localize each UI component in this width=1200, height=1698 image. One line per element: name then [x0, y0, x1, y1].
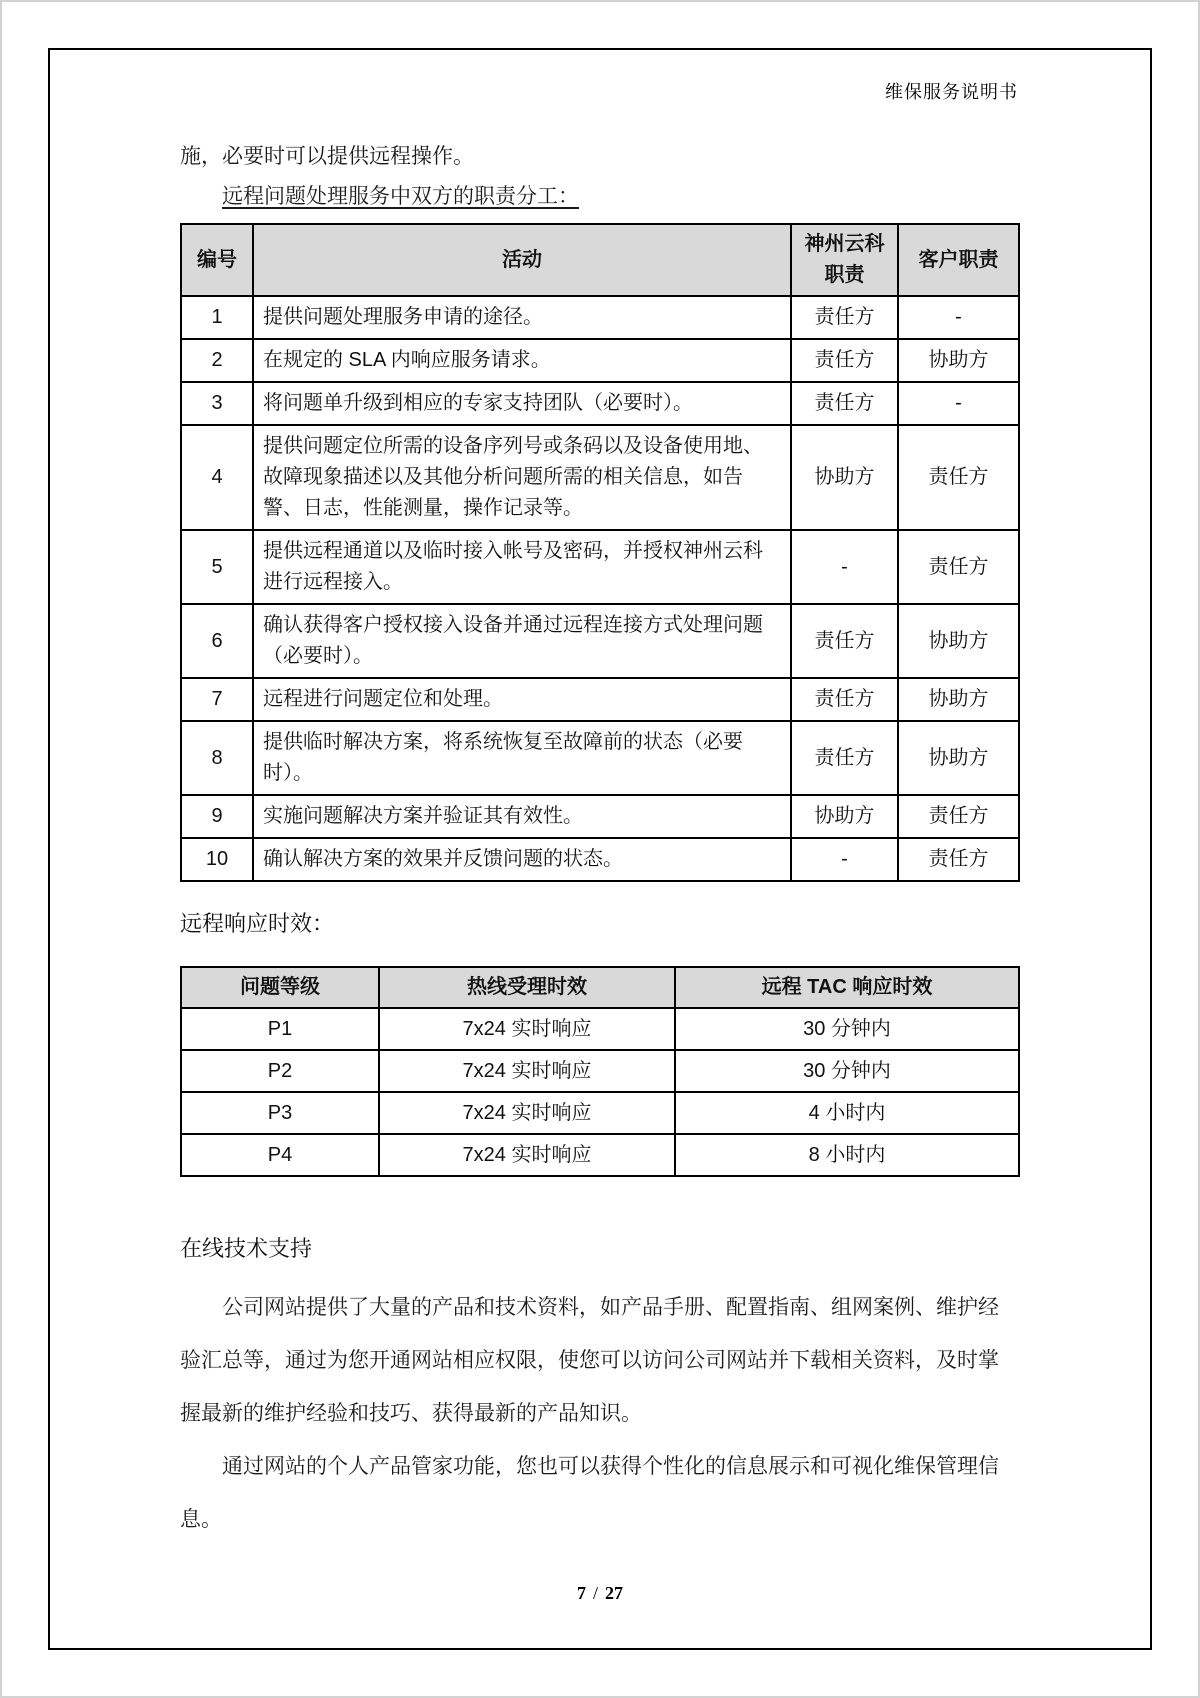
cell-vendor-role: -	[791, 838, 898, 881]
table-row	[181, 530, 1019, 604]
header-hotline-time: 热线受理时效	[379, 967, 675, 1008]
header-tac-time: 远程 TAC 响应时效	[675, 967, 1019, 1008]
table-row	[181, 382, 1019, 425]
cell-customer-role: 协助方	[898, 339, 1019, 382]
cell-seq: 10	[181, 838, 253, 881]
cell-tac: 30 分钟内	[675, 1050, 1019, 1092]
cell-customer-role: 责任方	[898, 530, 1019, 604]
doc-header-title: 维保服务说明书	[885, 82, 1018, 102]
cell-customer-role: 责任方	[898, 425, 1019, 530]
cell-tac: 30 分钟内	[675, 1008, 1019, 1050]
cell-level: P1	[181, 1008, 379, 1050]
cell-vendor-role: 责任方	[791, 382, 898, 425]
page-number-current: 7	[576, 1583, 586, 1603]
cell-activity: 确认解决方案的效果并反馈问题的状态。	[253, 838, 791, 881]
paragraph-line: 通过网站的个人产品管家功能，您也可以获得个性化的信息展示和可视化维保管理信	[222, 1455, 999, 1478]
table-row	[181, 721, 1019, 795]
cell-vendor-role: 责任方	[791, 678, 898, 721]
header-vendor-role: 神州云科职责	[791, 224, 898, 296]
table-row	[181, 678, 1019, 721]
remote-sla-heading: 远程响应时效：	[180, 911, 335, 936]
cell-level: P4	[181, 1134, 379, 1176]
table-row	[181, 838, 1019, 881]
cell-activity: 提供问题处理服务申请的途径。	[253, 296, 791, 339]
page-content	[180, 80, 1018, 1546]
cell-tac: 8 小时内	[675, 1134, 1019, 1176]
cell-customer-role: 责任方	[898, 795, 1019, 838]
table-row	[181, 1008, 1019, 1050]
cell-vendor-role: 协助方	[791, 425, 898, 530]
cell-seq: 5	[181, 530, 253, 604]
cell-seq: 8	[181, 721, 253, 795]
cell-vendor-role: 责任方	[791, 296, 898, 339]
page-number-separator: /	[592, 1583, 598, 1603]
header-activity: 活动	[253, 224, 791, 296]
cell-level: P3	[181, 1092, 379, 1134]
table-row	[181, 339, 1019, 382]
cell-seq: 7	[181, 678, 253, 721]
cell-activity: 远程进行问题定位和处理。	[253, 678, 791, 721]
cell-vendor-role: 责任方	[791, 604, 898, 678]
table-header-row	[181, 224, 1019, 296]
cell-customer-role: 协助方	[898, 604, 1019, 678]
table-header-row	[181, 967, 1019, 1008]
cell-seq: 1	[181, 296, 253, 339]
online-support-heading: 在线技术支持	[180, 1236, 313, 1261]
table-row	[181, 604, 1019, 678]
cell-activity: 确认获得客户授权接入设备并通过远程连接方式处理问题（必要时）。	[253, 604, 791, 678]
online-support-paragraph-2	[180, 1440, 1018, 1546]
table1-caption: 远程问题处理服务中双方的职责分工：	[222, 185, 579, 208]
header-seq: 编号	[181, 224, 253, 296]
paragraph-line: 验汇总等，通过为您开通网站相应权限，使您可以访问公司网站并下载相关资料，及时掌	[180, 1349, 999, 1372]
cell-customer-role: 协助方	[898, 721, 1019, 795]
paragraph-line: 公司网站提供了大量的产品和技术资料，如产品手册、配置指南、组网案例、维护经	[222, 1296, 999, 1319]
page-number-total: 27	[605, 1583, 623, 1603]
cell-activity: 在规定的 SLA 内响应服务请求。	[253, 339, 791, 382]
table-row	[181, 1050, 1019, 1092]
cell-hotline: 7x24 实时响应	[379, 1008, 675, 1050]
cell-vendor-role: -	[791, 530, 898, 604]
cell-activity: 提供问题定位所需的设备序列号或条码以及设备使用地、故障现象描述以及其他分析问题所需的相关信息，如告警、日志，性能测量，操作记录等。	[253, 425, 791, 530]
cell-hotline: 7x24 实时响应	[379, 1050, 675, 1092]
cell-vendor-role: 责任方	[791, 721, 898, 795]
cell-hotline: 7x24 实时响应	[379, 1092, 675, 1134]
table-row	[181, 1092, 1019, 1134]
responsibility-table	[180, 223, 1020, 882]
table-row	[181, 296, 1019, 339]
cell-activity: 实施问题解决方案并验证其有效性。	[253, 795, 791, 838]
cell-customer-role: 协助方	[898, 678, 1019, 721]
table-row	[181, 425, 1019, 530]
cell-activity: 提供临时解决方案，将系统恢复至故障前的状态（必要时）。	[253, 721, 791, 795]
cell-seq: 4	[181, 425, 253, 530]
header-customer-role: 客户职责	[898, 224, 1019, 296]
cell-seq: 3	[181, 382, 253, 425]
table-row	[181, 795, 1019, 838]
cell-tac: 4 小时内	[675, 1092, 1019, 1134]
cell-seq: 9	[181, 795, 253, 838]
paragraph-line: 息。	[180, 1508, 222, 1531]
cell-seq: 6	[181, 604, 253, 678]
page-number	[0, 1583, 1200, 1604]
cell-level: P2	[181, 1050, 379, 1092]
response-time-table	[180, 966, 1020, 1177]
cell-customer-role: -	[898, 296, 1019, 339]
cell-customer-role: -	[898, 382, 1019, 425]
online-support-paragraph-1	[180, 1281, 1018, 1440]
table-row	[181, 1134, 1019, 1176]
cell-hotline: 7x24 实时响应	[379, 1134, 675, 1176]
cell-vendor-role: 协助方	[791, 795, 898, 838]
cell-activity: 提供远程通道以及临时接入帐号及密码，并授权神州云科进行远程接入。	[253, 530, 791, 604]
cell-activity: 将问题单升级到相应的专家支持团队（必要时）。	[253, 382, 791, 425]
cell-vendor-role: 责任方	[791, 339, 898, 382]
intro-text: 施，必要时可以提供远程操作。	[180, 145, 474, 168]
paragraph-line: 握最新的维护经验和技巧、获得最新的产品知识。	[180, 1402, 642, 1425]
header-problem-level: 问题等级	[181, 967, 379, 1008]
cell-customer-role: 责任方	[898, 838, 1019, 881]
cell-seq: 2	[181, 339, 253, 382]
